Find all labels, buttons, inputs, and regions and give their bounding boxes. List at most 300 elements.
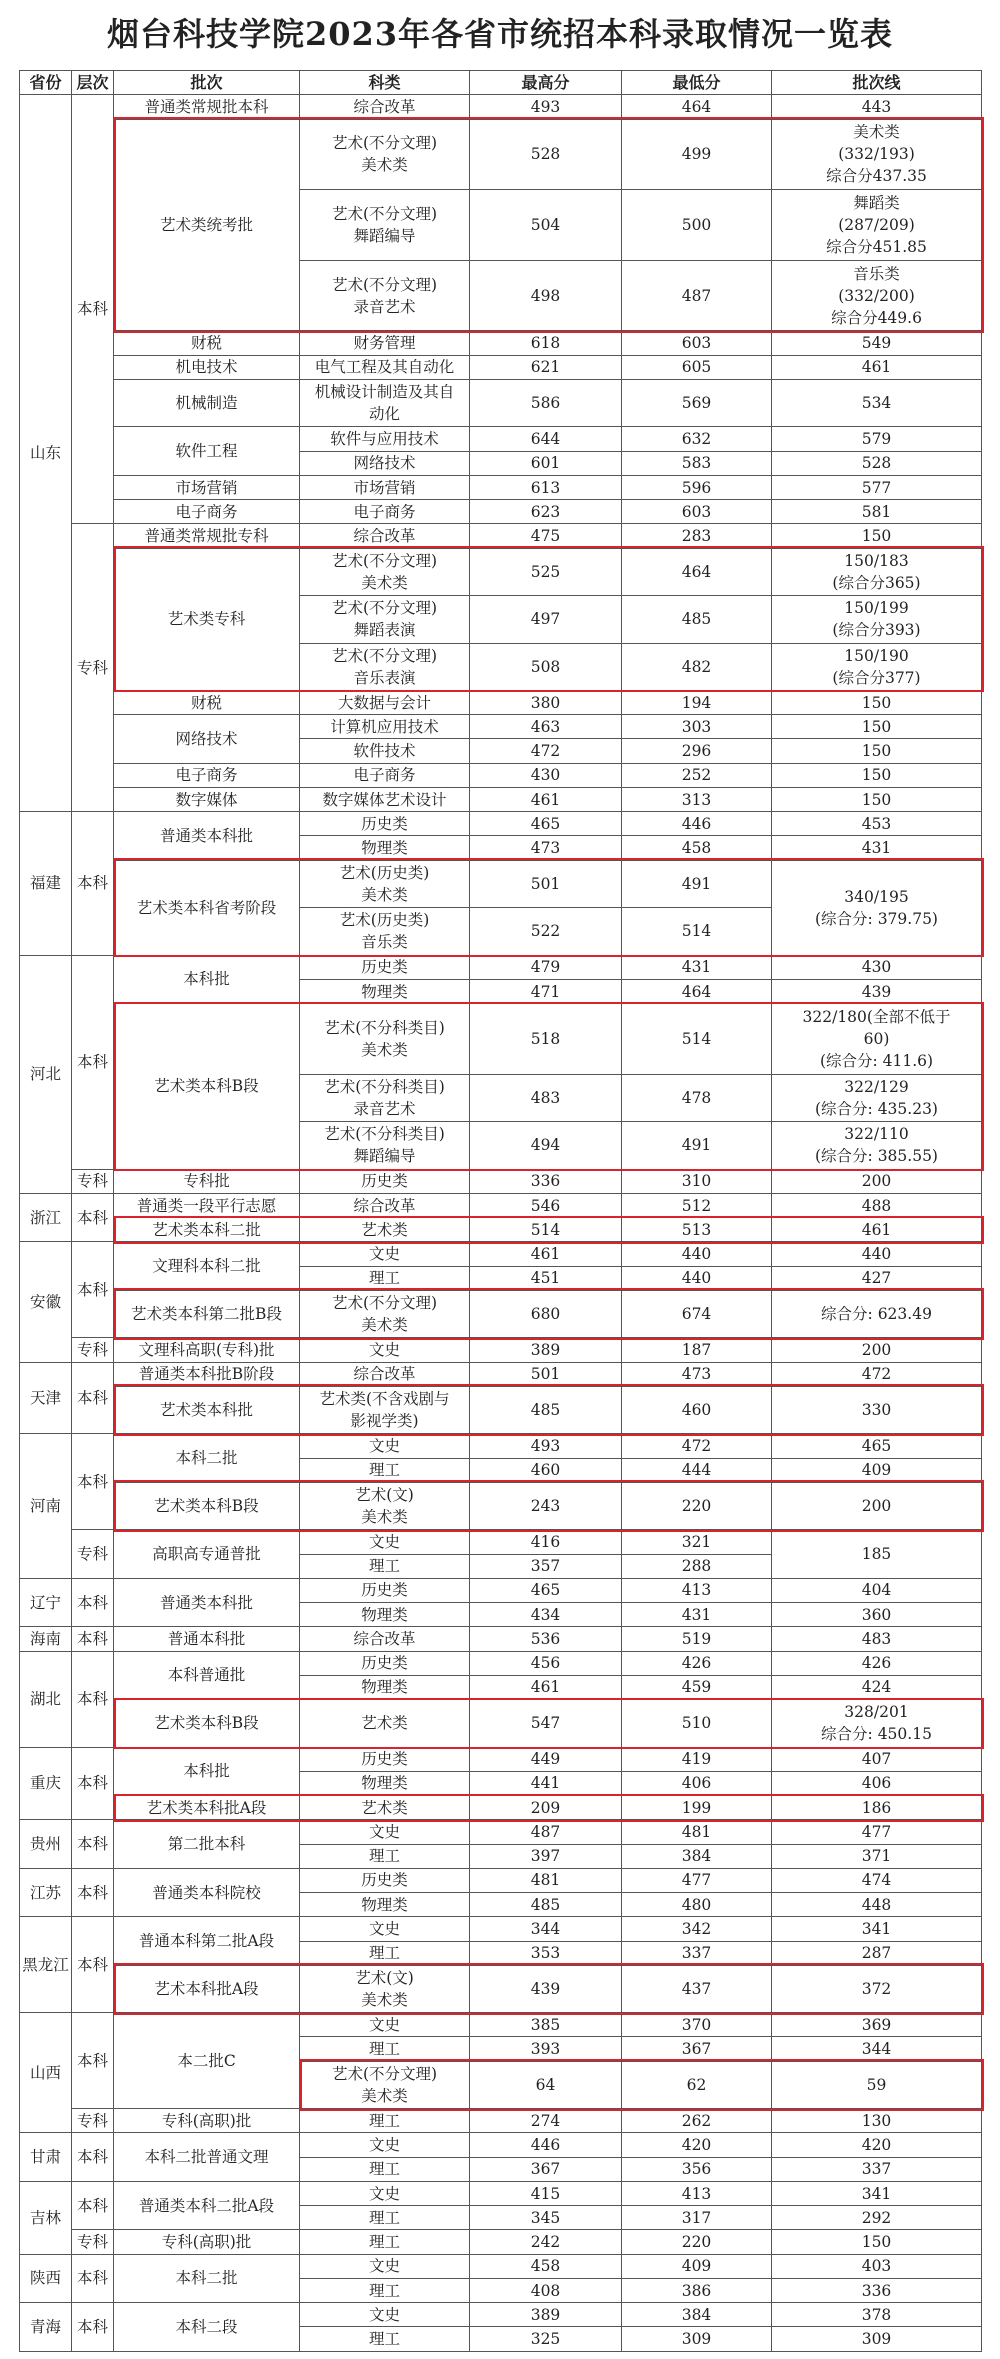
- table-row: [20, 1965, 982, 2012]
- cell-subject: 电子商务: [300, 763, 470, 787]
- cell-batch-line: 150: [772, 524, 982, 548]
- cell-province: 江苏: [20, 1868, 72, 1917]
- cell-max-score: 487: [470, 1820, 622, 1844]
- cell-min-score: 440: [622, 1266, 772, 1290]
- cell-max-score: 501: [470, 860, 622, 907]
- cell-subject: 理工: [300, 2037, 470, 2061]
- table-row: [20, 1747, 982, 1771]
- cell-max-score: 344: [470, 1917, 622, 1941]
- cell-batch-line: 341: [772, 2181, 982, 2205]
- cell-max-score: 528: [470, 119, 622, 190]
- cell-level: 本科: [72, 812, 114, 955]
- cell-max-score: 536: [470, 1627, 622, 1651]
- cell-subject: 综合改革: [300, 1627, 470, 1651]
- table-row: [20, 787, 982, 811]
- cell-min-score: 519: [622, 1627, 772, 1651]
- cell-max-score: 546: [470, 1193, 622, 1217]
- cell-min-score: 321: [622, 1530, 772, 1554]
- cell-min-score: 458: [622, 836, 772, 860]
- cell-batch: 普通类本科批: [114, 1578, 300, 1627]
- cell-max-score: 380: [470, 690, 622, 714]
- cell-level: 本科: [72, 1868, 114, 1917]
- cell-min-score: 583: [622, 451, 772, 475]
- cell-min-score: 409: [622, 2254, 772, 2278]
- cell-min-score: 514: [622, 908, 772, 955]
- cell-min-score: 303: [622, 715, 772, 739]
- cell-batch-line: 186: [772, 1796, 982, 1820]
- cell-subject: 综合改革: [300, 524, 470, 548]
- cell-subject: 数字媒体艺术设计: [300, 787, 470, 811]
- cell-max-score: 415: [470, 2181, 622, 2205]
- table-row: [20, 1627, 982, 1651]
- cell-level: 本科: [72, 1193, 114, 1242]
- cell-min-score: 187: [622, 1338, 772, 1362]
- cell-subject: 历史类: [300, 955, 470, 979]
- cell-max-score: 463: [470, 715, 622, 739]
- cell-batch-line: 420: [772, 2133, 982, 2157]
- cell-batch-line: 409: [772, 1458, 982, 1482]
- cell-subject: 文史: [300, 1242, 470, 1266]
- cell-min-score: 632: [622, 427, 772, 451]
- cell-level: 专科: [72, 1169, 114, 1193]
- cell-batch-line: 200: [772, 1338, 982, 1362]
- cell-level: 本科: [72, 1651, 114, 1747]
- cell-max-score: 485: [470, 1386, 622, 1433]
- cell-batch-line: 337: [772, 2157, 982, 2181]
- cell-max-score: 501: [470, 1362, 622, 1386]
- cell-subject: 物理类: [300, 1893, 470, 1917]
- cell-min-score: 296: [622, 739, 772, 763]
- cell-max-score: 397: [470, 1844, 622, 1868]
- cell-subject: 文史: [300, 2181, 470, 2205]
- cell-province: 河南: [20, 1434, 72, 1578]
- cell-batch-line: 577: [772, 475, 982, 499]
- cell-min-score: 413: [622, 1578, 772, 1602]
- cell-max-score: 471: [470, 979, 622, 1003]
- cell-batch-line: 440: [772, 1242, 982, 1266]
- cell-batch: 艺术类专科: [114, 548, 300, 690]
- cell-min-score: 370: [622, 2013, 772, 2037]
- cell-subject: 艺术(不分文理) 录音艺术: [300, 260, 470, 331]
- cell-province: 海南: [20, 1627, 72, 1651]
- cell-max-score: 618: [470, 331, 622, 355]
- cell-min-score: 596: [622, 475, 772, 499]
- cell-subject: 文史: [300, 1917, 470, 1941]
- cell-batch: 本科二批普通文理: [114, 2133, 300, 2182]
- cell-subject: 艺术(不分文理) 舞蹈表演: [300, 596, 470, 643]
- cell-subject: 历史类: [300, 1578, 470, 1602]
- cell-max-score: 353: [470, 1941, 622, 1965]
- table-header-row: [20, 71, 982, 95]
- cell-level: 专科: [72, 1530, 114, 1579]
- cell-subject: 艺术(文) 美术类: [300, 1482, 470, 1529]
- cell-min-score: 472: [622, 1434, 772, 1458]
- cell-batch-line: 579: [772, 427, 982, 451]
- cell-min-score: 288: [622, 1554, 772, 1578]
- cell-batch: 专科(高职)批: [114, 2109, 300, 2133]
- cell-min-score: 431: [622, 1603, 772, 1627]
- table-row: [20, 763, 982, 787]
- cell-subject: 理工: [300, 1554, 470, 1578]
- cell-batch-line: 474: [772, 1868, 982, 1892]
- cell-max-score: 456: [470, 1651, 622, 1675]
- cell-batch: 财税: [114, 690, 300, 714]
- cell-max-score: 493: [470, 95, 622, 119]
- cell-batch: 艺术类本科批A段: [114, 1796, 300, 1820]
- cell-batch-line: 430: [772, 955, 982, 979]
- cell-min-score: 473: [622, 1362, 772, 1386]
- cell-subject: 文史: [300, 1338, 470, 1362]
- cell-province: 甘肃: [20, 2133, 72, 2182]
- cell-batch: 普通类常规批专科: [114, 524, 300, 548]
- table-row: [20, 1434, 982, 1458]
- cell-subject: 软件技术: [300, 739, 470, 763]
- table-row: [20, 500, 982, 524]
- cell-batch-line: 328/201 综合分: 450.15: [772, 1700, 982, 1747]
- cell-batch-line: 150: [772, 2230, 982, 2254]
- table-row: [20, 812, 982, 836]
- table-row: [20, 1578, 982, 1602]
- table-row: [20, 955, 982, 979]
- cell-max-score: 465: [470, 1578, 622, 1602]
- cell-batch-line: 330: [772, 1386, 982, 1433]
- cell-batch-line: 439: [772, 979, 982, 1003]
- cell-subject: 市场营销: [300, 475, 470, 499]
- cell-min-score: 220: [622, 2230, 772, 2254]
- cell-max-score: 498: [470, 260, 622, 331]
- cell-subject: 历史类: [300, 1868, 470, 1892]
- cell-max-score: 547: [470, 1700, 622, 1747]
- cell-batch: 本科二批: [114, 2254, 300, 2303]
- table-row: [20, 860, 982, 907]
- cell-max-score: 461: [470, 1242, 622, 1266]
- cell-batch: 艺术类本科B段: [114, 1004, 300, 1170]
- cell-batch-line: 287: [772, 1941, 982, 1965]
- table-row: [20, 1386, 982, 1433]
- cell-max-score: 473: [470, 836, 622, 860]
- cell-subject: 文史: [300, 1820, 470, 1844]
- cell-subject: 财务管理: [300, 331, 470, 355]
- cell-subject: 电子商务: [300, 500, 470, 524]
- cell-subject: 艺术类(不含戏剧与 影视学类): [300, 1386, 470, 1433]
- cell-min-score: 514: [622, 1004, 772, 1075]
- table-row: [20, 355, 982, 379]
- cell-subject: 理工: [300, 1941, 470, 1965]
- cell-min-score: 194: [622, 690, 772, 714]
- cell-batch: 网络技术: [114, 715, 300, 764]
- cell-max-score: 461: [470, 787, 622, 811]
- cell-subject: 艺术(不分科类目) 录音艺术: [300, 1074, 470, 1121]
- cell-batch: 专科批: [114, 1169, 300, 1193]
- column-header-batch-line: 批次线: [772, 71, 982, 95]
- table-row: [20, 1290, 982, 1337]
- cell-level: 本科: [72, 2133, 114, 2182]
- cell-subject: 理工: [300, 1844, 470, 1868]
- cell-subject: 文史: [300, 2013, 470, 2037]
- cell-level: 本科: [72, 1627, 114, 1651]
- cell-min-score: 220: [622, 1482, 772, 1529]
- cell-batch-line: 322/180(全部不低于 60) (综合分: 411.6): [772, 1004, 982, 1075]
- cell-level: 本科: [72, 955, 114, 1169]
- cell-max-score: 613: [470, 475, 622, 499]
- cell-province: 浙江: [20, 1193, 72, 1242]
- cell-subject: 理工: [300, 2278, 470, 2302]
- cell-level: 本科: [72, 2013, 114, 2109]
- column-header-subject: 科类: [300, 71, 470, 95]
- cell-max-score: 522: [470, 908, 622, 955]
- cell-batch-line: 59: [772, 2061, 982, 2108]
- cell-batch: 艺术类本科二批: [114, 1218, 300, 1242]
- cell-province: 辽宁: [20, 1578, 72, 1627]
- cell-subject: 物理类: [300, 836, 470, 860]
- cell-min-score: 62: [622, 2061, 772, 2108]
- cell-max-score: 504: [470, 190, 622, 261]
- cell-subject: 理工: [300, 2157, 470, 2181]
- cell-max-score: 336: [470, 1169, 622, 1193]
- cell-batch-line: 150: [772, 715, 982, 739]
- cell-max-score: 64: [470, 2061, 622, 2108]
- cell-batch: 本科二段: [114, 2303, 300, 2352]
- cell-min-score: 481: [622, 1820, 772, 1844]
- cell-batch-line: 403: [772, 2254, 982, 2278]
- cell-batch-line: 461: [772, 355, 982, 379]
- cell-batch: 艺术类本科B段: [114, 1482, 300, 1529]
- cell-min-score: 386: [622, 2278, 772, 2302]
- cell-min-score: 478: [622, 1074, 772, 1121]
- cell-min-score: 262: [622, 2109, 772, 2133]
- table-row: [20, 2109, 982, 2133]
- cell-batch-line: 427: [772, 1266, 982, 1290]
- table-row: [20, 1700, 982, 1747]
- cell-batch-line: 488: [772, 1193, 982, 1217]
- cell-max-score: 601: [470, 451, 622, 475]
- table-row: [20, 2013, 982, 2037]
- cell-max-score: 449: [470, 1747, 622, 1771]
- admission-table: [19, 70, 982, 2352]
- cell-min-score: 440: [622, 1242, 772, 1266]
- cell-subject: 文史: [300, 1434, 470, 1458]
- table-row: [20, 1796, 982, 1820]
- cell-max-score: 586: [470, 379, 622, 426]
- table-row: [20, 1530, 982, 1554]
- cell-min-score: 512: [622, 1193, 772, 1217]
- table-row: [20, 331, 982, 355]
- cell-batch-line: 371: [772, 1844, 982, 1868]
- cell-subject: 艺术(不分文理) 美术类: [300, 2061, 470, 2108]
- cell-min-score: 446: [622, 812, 772, 836]
- cell-province: 福建: [20, 812, 72, 955]
- cell-subject: 计算机应用技术: [300, 715, 470, 739]
- cell-min-score: 477: [622, 1868, 772, 1892]
- cell-batch-line: 美术类 (332/193) 综合分437.35: [772, 119, 982, 190]
- cell-subject: 理工: [300, 2109, 470, 2133]
- cell-batch-line: 200: [772, 1169, 982, 1193]
- cell-subject: 历史类: [300, 812, 470, 836]
- page-title: 烟台科技学院2023年各省市统招本科录取情况一览表: [106, 15, 894, 53]
- cell-batch-line: 443: [772, 95, 982, 119]
- cell-batch-line: 322/129 (综合分: 435.23): [772, 1074, 982, 1121]
- cell-max-score: 345: [470, 2206, 622, 2230]
- cell-subject: 艺术(不分科类目) 舞蹈编导: [300, 1122, 470, 1169]
- cell-max-score: 389: [470, 1338, 622, 1362]
- cell-batch: 普通类本科批B阶段: [114, 1362, 300, 1386]
- cell-batch-line: 舞蹈类 (287/209) 综合分451.85: [772, 190, 982, 261]
- cell-max-score: 408: [470, 2278, 622, 2302]
- cell-batch-line: 200: [772, 1482, 982, 1529]
- cell-province: 山西: [20, 2013, 72, 2133]
- cell-batch-line: 528: [772, 451, 982, 475]
- cell-batch: 第二批本科: [114, 1820, 300, 1869]
- cell-batch: 艺术类统考批: [114, 119, 300, 331]
- cell-subject: 艺术(不分文理) 美术类: [300, 1290, 470, 1337]
- table-row: [20, 1820, 982, 1844]
- cell-batch-line: 150: [772, 763, 982, 787]
- cell-max-score: 274: [470, 2109, 622, 2133]
- table-row: [20, 119, 982, 190]
- column-header-batch: 批次: [114, 71, 300, 95]
- cell-subject: 艺术(不分文理) 舞蹈编导: [300, 190, 470, 261]
- cell-level: 本科: [72, 2181, 114, 2230]
- cell-subject: 大数据与会计: [300, 690, 470, 714]
- cell-level: 本科: [72, 1242, 114, 1338]
- cell-batch: 艺术类本科省考阶段: [114, 860, 300, 955]
- admission-table-wrapper: [19, 70, 981, 2352]
- cell-batch-line: 150/199 (综合分393): [772, 596, 982, 643]
- cell-subject: 电气工程及其自动化: [300, 355, 470, 379]
- cell-max-score: 393: [470, 2037, 622, 2061]
- cell-max-score: 451: [470, 1266, 622, 1290]
- cell-batch: 财税: [114, 331, 300, 355]
- cell-subject: 文史: [300, 2303, 470, 2327]
- cell-subject: 软件与应用技术: [300, 427, 470, 451]
- cell-batch-line: 448: [772, 1893, 982, 1917]
- cell-max-score: 242: [470, 2230, 622, 2254]
- cell-subject: 物理类: [300, 1603, 470, 1627]
- cell-subject: 理工: [300, 2327, 470, 2352]
- table-row: [20, 1362, 982, 1386]
- cell-max-score: 472: [470, 739, 622, 763]
- cell-batch-line: 477: [772, 1820, 982, 1844]
- cell-batch-line: 322/110 (综合分: 385.55): [772, 1122, 982, 1169]
- cell-max-score: 485: [470, 1893, 622, 1917]
- cell-subject: 机械设计制造及其自 动化: [300, 379, 470, 426]
- cell-max-score: 325: [470, 2327, 622, 2352]
- cell-min-score: 491: [622, 860, 772, 907]
- cell-max-score: 434: [470, 1603, 622, 1627]
- cell-max-score: 514: [470, 1218, 622, 1242]
- cell-batch: 本科二批: [114, 1434, 300, 1483]
- table-row: [20, 715, 982, 739]
- cell-subject: 物理类: [300, 1771, 470, 1795]
- column-header-min-score: 最低分: [622, 71, 772, 95]
- cell-min-score: 487: [622, 260, 772, 331]
- cell-subject: 艺术(不分科类目) 美术类: [300, 1004, 470, 1075]
- cell-subject: 综合改革: [300, 1193, 470, 1217]
- cell-max-score: 439: [470, 1965, 622, 2012]
- cell-min-score: 603: [622, 500, 772, 524]
- cell-min-score: 510: [622, 1700, 772, 1747]
- cell-batch-line: 549: [772, 331, 982, 355]
- table-row: [20, 1651, 982, 1675]
- cell-batch: 艺术本科批A段: [114, 1965, 300, 2012]
- cell-batch-line: 404: [772, 1578, 982, 1602]
- column-header-province: 省份: [20, 71, 72, 95]
- cell-min-score: 342: [622, 1917, 772, 1941]
- cell-min-score: 309: [622, 2327, 772, 2352]
- cell-batch-line: 150/190 (综合分377): [772, 643, 982, 690]
- cell-batch: 普通类一段平行志愿: [114, 1193, 300, 1217]
- cell-province: 天津: [20, 1362, 72, 1434]
- cell-batch-line: 336: [772, 2278, 982, 2302]
- cell-subject: 艺术(不分文理) 音乐表演: [300, 643, 470, 690]
- cell-batch: 艺术类本科批: [114, 1386, 300, 1433]
- cell-batch: 机电技术: [114, 355, 300, 379]
- cell-min-score: 444: [622, 1458, 772, 1482]
- cell-max-score: 357: [470, 1554, 622, 1578]
- cell-min-score: 460: [622, 1386, 772, 1433]
- cell-batch-line: 150: [772, 690, 982, 714]
- cell-batch-line: 406: [772, 1771, 982, 1795]
- cell-subject: 历史类: [300, 1747, 470, 1771]
- cell-batch-line: 465: [772, 1434, 982, 1458]
- cell-subject: 历史类: [300, 1169, 470, 1193]
- cell-batch-line: 150: [772, 787, 982, 811]
- cell-min-score: 603: [622, 331, 772, 355]
- cell-min-score: 426: [622, 1651, 772, 1675]
- cell-batch: 本科批: [114, 955, 300, 1004]
- cell-level: 本科: [72, 1578, 114, 1627]
- cell-batch-line: 360: [772, 1603, 982, 1627]
- cell-level: 专科: [72, 2109, 114, 2133]
- cell-batch-line: 534: [772, 379, 982, 426]
- cell-min-score: 485: [622, 596, 772, 643]
- cell-batch-line: 431: [772, 836, 982, 860]
- cell-subject: 综合改革: [300, 1362, 470, 1386]
- cell-batch-line: 309: [772, 2327, 982, 2352]
- cell-max-score: 461: [470, 1675, 622, 1699]
- cell-batch: 文理科本科二批: [114, 1242, 300, 1291]
- cell-max-score: 525: [470, 548, 622, 595]
- cell-min-score: 499: [622, 119, 772, 190]
- cell-subject: 艺术(历史类) 音乐类: [300, 908, 470, 955]
- cell-batch-line: 453: [772, 812, 982, 836]
- cell-batch-line: 472: [772, 1362, 982, 1386]
- cell-min-score: 384: [622, 2303, 772, 2327]
- cell-max-score: 243: [470, 1482, 622, 1529]
- cell-batch: 普通类常规批本科: [114, 95, 300, 119]
- cell-min-score: 199: [622, 1796, 772, 1820]
- cell-subject: 艺术类: [300, 1218, 470, 1242]
- cell-level: 本科: [72, 2254, 114, 2303]
- cell-subject: 理工: [300, 1266, 470, 1290]
- cell-min-score: 482: [622, 643, 772, 690]
- table-row: [20, 2303, 982, 2327]
- cell-province: 陕西: [20, 2254, 72, 2303]
- cell-min-score: 310: [622, 1169, 772, 1193]
- cell-subject: 艺术(历史类) 美术类: [300, 860, 470, 907]
- table-row: [20, 475, 982, 499]
- table-row: [20, 1218, 982, 1242]
- table-row: [20, 379, 982, 426]
- cell-max-score: 481: [470, 1868, 622, 1892]
- cell-subject: 综合改革: [300, 95, 470, 119]
- cell-batch: 软件工程: [114, 427, 300, 476]
- cell-min-score: 419: [622, 1747, 772, 1771]
- cell-batch: 数字媒体: [114, 787, 300, 811]
- cell-batch: 机械制造: [114, 379, 300, 426]
- cell-batch-line: 372: [772, 1965, 982, 2012]
- table-row: [20, 524, 982, 548]
